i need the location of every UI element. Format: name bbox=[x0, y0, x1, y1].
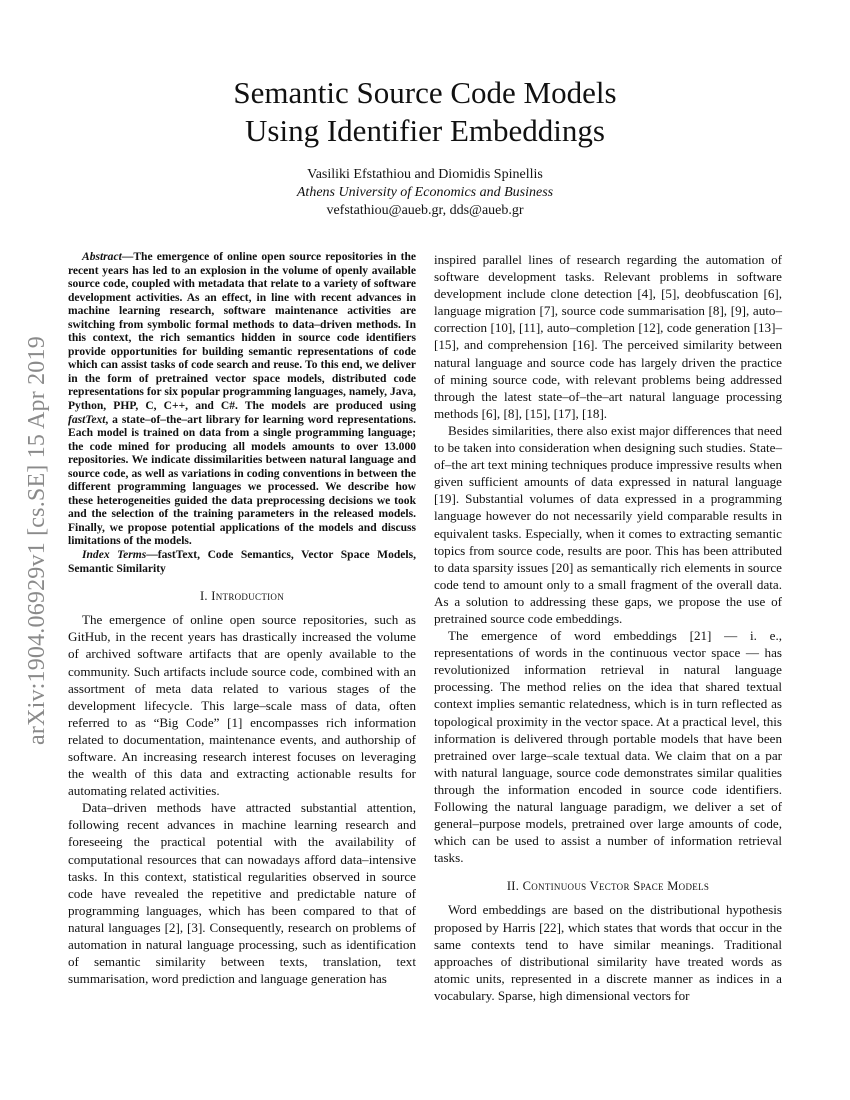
abstract-label: Abstract bbox=[82, 251, 122, 263]
intro-paragraph-1: The emergence of online open source repositories, such as GitHub, in the recent years has drastically increased the volume of archived software artifacts that are openly available to the community. Such artifacts include source code, combined with an assortment of meta data related to various stages of the development lifecycle. This large–scale mass of data, often referred to as “Big Code” [1] encompasses rich information related to documentation, maintenance events, and authorship of software. An increasing research interest focuses on leveraging the wealth of this data and extracting actionable results for automating related activities. bbox=[68, 612, 416, 799]
abstract bbox=[68, 251, 416, 549]
intro-paragraph-3: inspired parallel lines of research regarding the automation of software development tasks. Relevant problems in software development include clone detection [4], [5], deobfuscation [6], language migration [7], source code summarisation [8], [9], auto–correction [10], [11], auto–completion [12], code generation [13]–[15], and comprehension [16]. The perceived similarity between natural language and source code has largely driven the practice of mining source code, with relevant problems being addressed through the latest state–of–the–art natural language processing methods [6], [8], [15], [17], [18]. bbox=[434, 252, 782, 421]
section-heading-cvsm: II. Continuous Vector Space Models bbox=[506, 879, 710, 894]
abstract-text-2: , a state–of–the–art library for learning word representations. Each model is trained on data from a single programming language; the code mined for producing all models amounts to over 13.000 repositories. We indicate dissimilarities between natural language and source code, as well as variations in coding conventions in between the different programming languages we processed. We describe how these heterogeneities guided the data preprocessing decisions we took and the selection of the training parameters in the released models. Finally, we propose potential applications of the models and discuss limitations of the models. bbox=[68, 413, 416, 548]
intro-paragraph-5: The emergence of word embeddings [21] — i. e., representations of words in the continuous vector space — has revolutionized information retrieval in natural language processing. The method relies on the idea that shared textual context implies semantic relatedness, which is in turn reflected as topological proximity in the vector space. At a practical level, this information is delivered through portable models that have been pretrained over large–scale textual data. We claim that on a par with natural language, source code demonstrates similar qualities through the information encoded in source code identifiers. Following the natural language paradigm, we deliver a set of general–purpose models, pretrained over large amounts of code, which can be used to assist a number of information retrieval tasks. bbox=[434, 628, 782, 866]
intro-paragraph-2: Data–driven methods have attracted substantial attention, following recent advances in machine learning research and foreseeing the practical potential with the availability of computational resources that can nowadays afford data–intensive tasks. In this context, statistical regularities observed in source code have revealed the repetitive and predictable nature of programming languages, which has been compared to that of natural languages [2], [3]. Consequently, research on problems of automation in natural language processing, such as identification of semantic similarity between texts, translation, text summarisation, word prediction and language generation has bbox=[68, 800, 416, 987]
arxiv-identifier: arXiv:1904.06929v1 [cs.SE] 15 Apr 2019 bbox=[24, 336, 50, 745]
section-heading-introduction: I. Introduction bbox=[199, 589, 285, 604]
author-names: Vasiliki Efstathiou and Diomidis Spinellis bbox=[307, 167, 543, 182]
title-line-2: Using Identifier Embeddings bbox=[245, 113, 605, 148]
abstract-text-1: —The emergence of online open source repositories in the recent years has led to an explosion in the volume of openly available source code, coupled with metadata that relate to a variety of software development activities. As an effect, in line with recent advances in machine learning research, software maintenance activities are switching from symbolic formal methods to data–driven methods. In this context, the rich semantics hidden in source code identifiers provide opportunities for building semantic representations of code which can assist tasks of code search and reuse. To this end, we deliver in the form of pretrained vector space models, distributed code representations for six popular programming languages, namely, Java, Python, PHP, C, C++, and C#. The models are produced using bbox=[68, 251, 416, 413]
cvsm-paragraph-1: Word embeddings are based on the distributional hypothesis proposed by Harris [22], which states that words that occur in the same contexts tend to have similar meanings. Traditional approaches of distributional similarity have treated words as atomic units, represented in a discrete manner as indices in a vocabulary. Sparse, high dimensional vectors for bbox=[434, 902, 782, 1003]
left-column bbox=[68, 251, 416, 987]
paper-title bbox=[0, 74, 850, 150]
author-block bbox=[0, 166, 850, 220]
index-terms-text: —fastText, Code Semantics, Vector Space Models, Semantic Similarity bbox=[68, 549, 416, 575]
abstract-tool-name: fastText bbox=[68, 413, 106, 426]
author-emails: vefstathiou@aueb.gr, dds@aueb.gr bbox=[326, 203, 524, 218]
index-terms-label: Index Terms bbox=[82, 549, 147, 562]
right-column bbox=[434, 251, 782, 1004]
index-terms bbox=[68, 549, 416, 576]
intro-paragraph-4: Besides similarities, there also exist major differences that need to be taken into consideration when designing such studies. State–of–the art text mining techniques produce impressive results when given sufficient amounts of data expressed in natural language [19]. Substantial volumes of data expressed in a programming language however do not necessarily yield comparable results in equivalent tasks. Especially, when it comes to extracting semantic topics from source code, results are poor. This has been attributed to data sparsity issues [20] as semantically rich elements in source code tend to amount only to a small fragment of the overall data. As a solution to addressing these gaps, we propose the use of pretrained source code embeddings. bbox=[434, 422, 782, 626]
title-line-1: Semantic Source Code Models bbox=[233, 75, 617, 110]
author-affiliation: Athens University of Economics and Business bbox=[296, 185, 554, 200]
